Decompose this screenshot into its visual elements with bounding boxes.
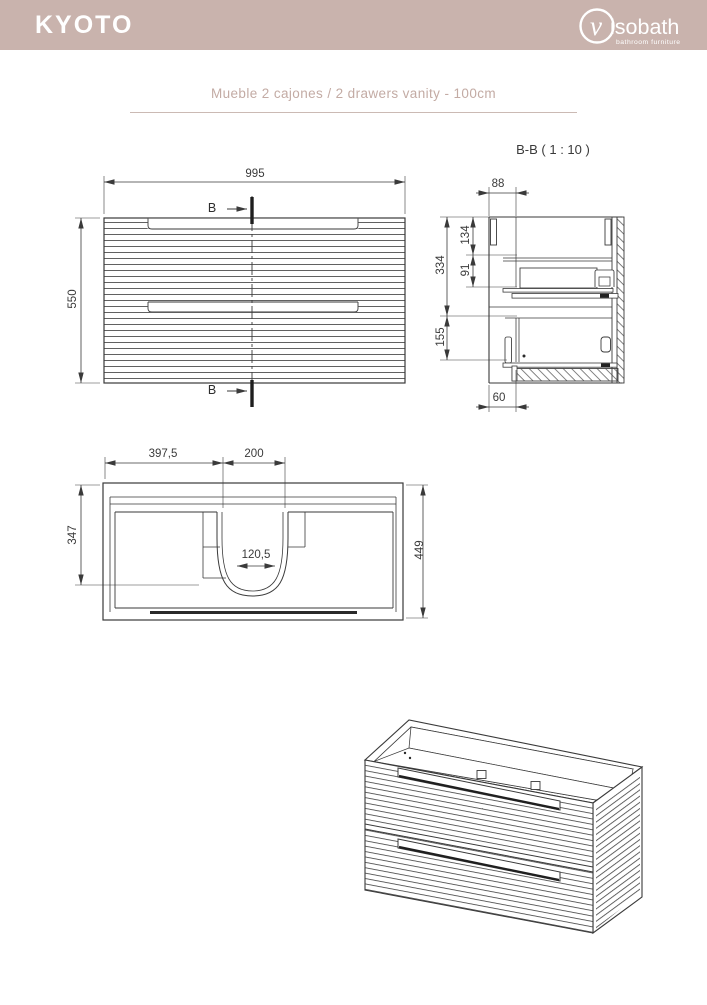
section-marker-b-top: B	[207, 201, 217, 215]
front-view-drawing	[75, 176, 405, 407]
dim-label-449: 449	[414, 540, 426, 560]
dim-label-347: 347	[67, 525, 79, 545]
dim-label-200: 200	[244, 448, 264, 460]
dim-label-88: 88	[491, 178, 505, 190]
dim-label-120-5: 120,5	[241, 549, 271, 561]
product-subtitle: Mueble 2 cajones / 2 drawers vanity - 100cm	[210, 86, 497, 101]
section-view-title: B-B ( 1 : 10 )	[516, 142, 590, 157]
dim-label-155: 155	[435, 327, 447, 347]
perspective-view-drawing	[365, 720, 642, 933]
dim-label-height-550: 550	[67, 289, 79, 309]
dim-label-397-5: 397,5	[148, 448, 178, 460]
logo-v: v	[590, 11, 602, 41]
dim-label-width-995: 995	[245, 168, 265, 180]
plan-view-drawing	[75, 457, 428, 620]
logo-name: isobath	[610, 15, 680, 39]
dim-label-134: 134	[460, 225, 472, 245]
dim-label-60: 60	[492, 392, 506, 404]
section-marker-b-bottom: B	[207, 383, 217, 397]
logo-tagline: bathroom furniture	[616, 39, 681, 46]
dim-label-91: 91	[460, 263, 472, 277]
brand-title: KYOTO	[35, 11, 134, 39]
dim-label-334: 334	[435, 255, 447, 275]
